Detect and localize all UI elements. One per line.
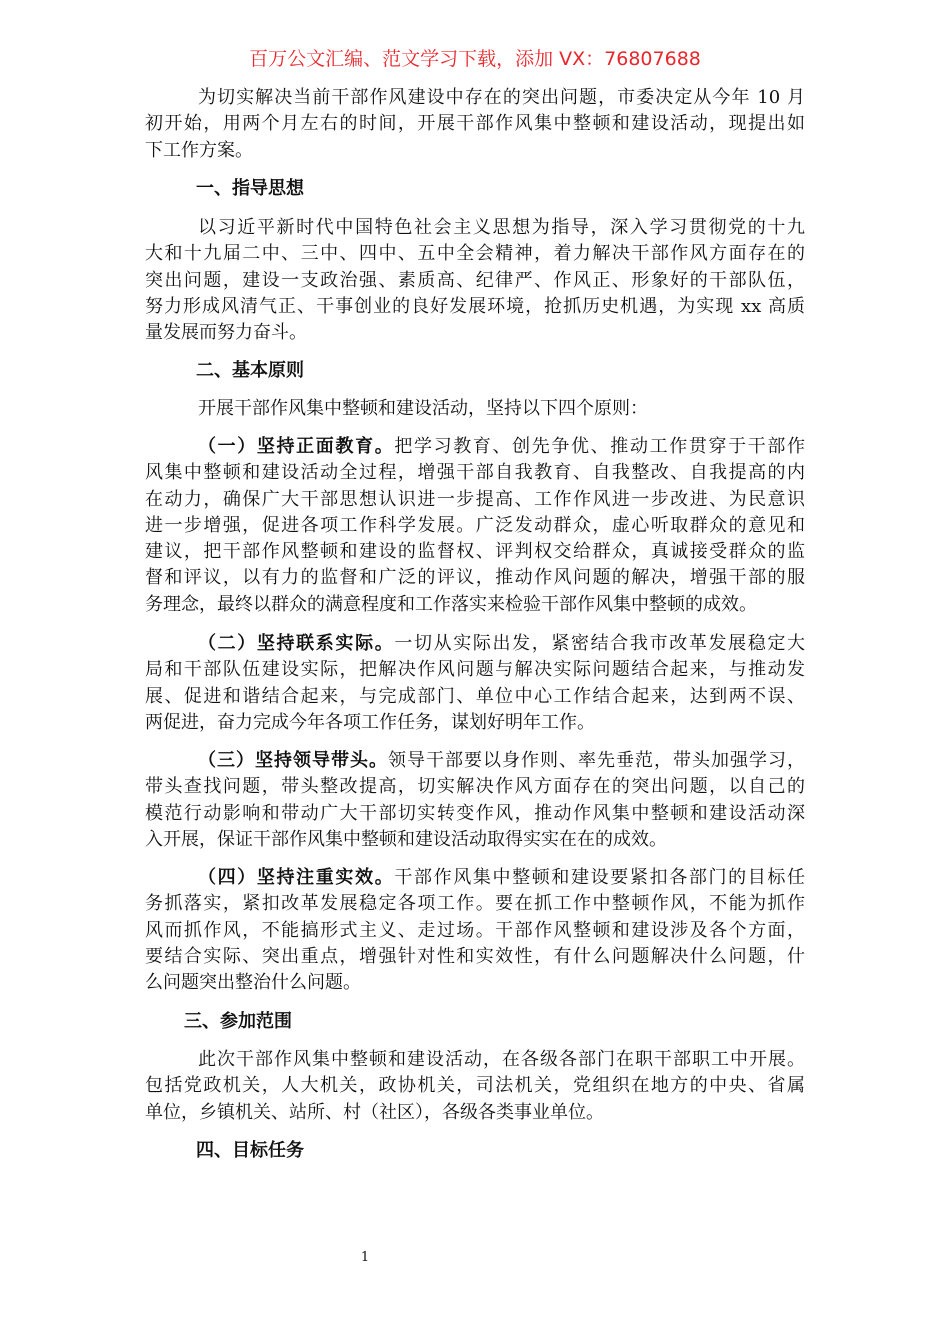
principle-title: （一）坚持正面教育。 bbox=[198, 436, 395, 457]
paragraph-principle-2 bbox=[145, 631, 805, 736]
text-line: 务理念，最终以群众的满意程度和工作落实来检验干部作风集中整顿的成效。 bbox=[145, 593, 757, 615]
watermark-banner: 百万公文汇编、范文学习下载，添加 VX：76807688 bbox=[249, 48, 701, 70]
principle-title: （三）坚持领导带头。 bbox=[198, 750, 388, 771]
text-line: 务抓落实，紧扣改革发展稳定各项工作。要在抓工作中整顿作风，不能为抓作 bbox=[145, 893, 805, 915]
paragraph-scope bbox=[145, 1047, 805, 1126]
heading-basic-principles: 二、基本原则 bbox=[196, 360, 304, 381]
text-line: 大和十九届二中、三中、四中、五中全会精神，着力解决干部作风方面存在的 bbox=[145, 243, 805, 265]
text-line: 要结合实际、突出重点，增强针对性和实效性，有什么问题解决什么问题，什 bbox=[145, 945, 805, 967]
text-line bbox=[145, 434, 805, 460]
text-line: 入开展，保证干部作风集中整顿和建设活动取得实实在在的成效。 bbox=[145, 828, 667, 850]
text-line: 为切实解决当前干部作风建设中存在的突出问题，市委决定从今年 10 月 bbox=[198, 87, 805, 108]
page-number: 1 bbox=[360, 1250, 370, 1265]
text-line bbox=[145, 865, 805, 891]
text-line bbox=[145, 748, 805, 774]
text-line: 进一步增强，促进各项工作科学发展。广泛发动群众，虚心听取群众的意见和 bbox=[145, 514, 805, 536]
text-line: 局和干部队伍建设实际，把解决作风问题与解决实际问题结合起来，与推动发 bbox=[145, 659, 805, 681]
paragraph-intro bbox=[145, 85, 805, 164]
text-line: 带头查找问题，带头整改提高，切实解决作风方面存在的突出问题，以自己的 bbox=[145, 776, 805, 798]
text-line: 两促进，奋力完成今年各项工作任务，谋划好明年工作。 bbox=[145, 711, 595, 733]
text-line: 督和评议，以有力的监督和广泛的评议，推动作风问题的解决，增强干部的服 bbox=[145, 567, 805, 589]
heading-goals: 四、目标任务 bbox=[196, 1140, 304, 1161]
text-line: 量发展而努力奋斗。 bbox=[145, 322, 307, 344]
text-line: 单位，乡镇机关、站所、村（社区），各级各类事业单位。 bbox=[145, 1101, 604, 1123]
paragraph-principle-4 bbox=[145, 865, 805, 996]
text-line: 开展干部作风集中整顿和建设活动，坚持以下四个原则： bbox=[198, 398, 648, 419]
paragraph-principle-1 bbox=[145, 434, 805, 618]
text-span: 领导干部要以身作则、率先垂范，带头加强学习， bbox=[388, 750, 805, 771]
heading-scope: 三、参加范围 bbox=[184, 1011, 292, 1032]
principle-title: （四）坚持注重实效。 bbox=[198, 867, 395, 888]
text-span: 把学习教育、创先争优、推动工作贯穿于干部作 bbox=[394, 436, 806, 457]
paragraph-principles-intro bbox=[145, 396, 805, 422]
text-line: 风集中整顿和建设活动全过程，增强干部自我教育、自我整改、自我提高的内 bbox=[145, 462, 805, 484]
text-line bbox=[145, 631, 805, 657]
text-line: 在动力，确保广大干部思想认识进一步提高、工作作风进一步改进、为民意识 bbox=[145, 488, 805, 510]
text-line: 风而抓作风，不能搞形式主义、走过场。干部作风整顿和建设涉及各个方面， bbox=[145, 919, 805, 941]
text-line: 展、促进和谐结合起来，与完成部门、单位中心工作结合起来，达到两不误、 bbox=[145, 685, 805, 707]
text-line: 努力形成风清气正、干事创业的良好发展环境，抢抓历史机遇，为实现 xx 高质 bbox=[145, 295, 805, 317]
text-line: 包括党政机关，人大机关，政协机关，司法机关，党组织在地方的中央、省属 bbox=[145, 1075, 805, 1097]
paragraph-principle-3 bbox=[145, 748, 805, 853]
text-span: 干部作风集中整顿和建设要紧扣各部门的目标任 bbox=[394, 867, 806, 888]
text-line: 么问题突出整治什么问题。 bbox=[145, 972, 361, 994]
text-line: 突出问题，建设一支政治强、素质高、纪律严、作风正、形象好的干部队伍， bbox=[145, 269, 805, 291]
text-span: 一切从实际出发，紧密结合我市改革发展稳定大 bbox=[394, 633, 806, 654]
text-line: 以习近平新时代中国特色社会主义思想为指导，深入学习贯彻党的十九 bbox=[198, 217, 805, 238]
text-line: 初开始，用两个月左右的时间，开展干部作风集中整顿和建设活动，现提出如 bbox=[145, 113, 805, 135]
paragraph-guiding-thought bbox=[145, 215, 805, 346]
text-line: 下工作方案。 bbox=[145, 139, 253, 161]
heading-guiding-thought: 一、指导思想 bbox=[196, 178, 304, 199]
principle-title: （二）坚持联系实际。 bbox=[198, 633, 395, 654]
text-line: 此次干部作风集中整顿和建设活动，在各级各部门在职干部职工中开展。 bbox=[198, 1049, 805, 1070]
text-line: 模范行动影响和带动广大干部切实转变作风，推动作风集中整顿和建设活动深 bbox=[145, 802, 805, 824]
text-line: 建议，把干部作风整顿和建设的监督权、评判权交给群众，真诚接受群众的监 bbox=[145, 541, 805, 563]
